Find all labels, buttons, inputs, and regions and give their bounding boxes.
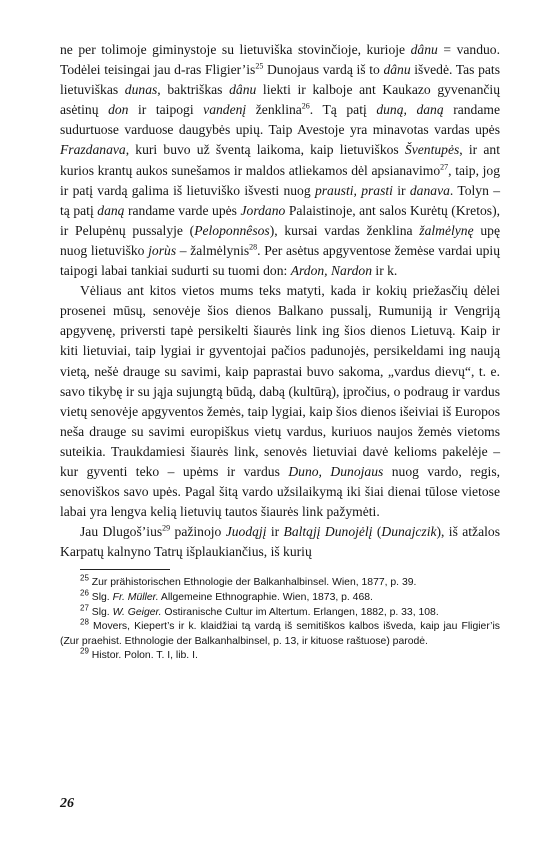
footnote	[60, 603, 500, 621]
paragraph: ne per tolimoje giminystoje su lietuviška stovinčioje, kurioje dânu = vanduo. Todėlei teisingai jau d-ras $Fligier’is^{25}$ Dunojaus vardą iš to dânu išvedė. Tas pats lietuviškas dunas, baktriškas dânu liekti ir kalboje ant Kaukazo gyvenančių asėtinų don ir taipogi vandenį ženklina$^{26}$. Tą patį duną, daną randame sudurtuose varduose daugybės upių. Taip Avestoje yra minavotas vardas upės Frazdanava, kuri buvo už šventą laikoma, kaip lietuviškos Šventupės, ir ant kurios krantų aukos sunešamos ir maldos atliekamos dėl apsianavimo$^{27}$, taip, jog ir patį vardą galima iš lietuviško išvesti nuog prausti, prasti ir danava. Tolyn – tą patį daną randame varde upės Jordano Palaistinoje, ant salos Kurėtų (Kretos), ir Pelupėnų pussalyje (Peloponnêsos), kursai vardas ženklina žalmėlynę upę nuog lietuviško jorùs – žalmėlynis$^{28}$. Per asėtus apgyventose žemėse vardai upių taipogi labai tankiai sudurti su tuomi don: Ardon, Nardon ir k.	[60, 42, 501, 279]
page-number: 26	[60, 796, 74, 811]
footnote-text: Movers, Kiepert’s ir k. klaidžiai tą vardą iš semitiškos kalbos išveda, kaip jau Fligier’is (Zur praehist. Ethnologie der Balkanhalbinsel, p. 13, ir kituose raštuose) parodė.	[60, 621, 500, 647]
footnote-text: Slg. W. Geiger. Ostiranische Cultur im Altertum. Erlangen, 1882, p. 33, 108.	[88, 606, 439, 618]
footnote-number: 26	[80, 588, 89, 598]
footnote	[60, 646, 500, 664]
footnote	[60, 617, 500, 649]
footnote-number: 25	[80, 573, 89, 583]
footnotes	[60, 573, 500, 664]
book-page	[60, 40, 500, 840]
footnote-separator	[80, 569, 170, 570]
footnote-text: Histor. Polon. T. I, lib. I.	[88, 650, 198, 662]
footnote	[60, 573, 500, 591]
footnote-number: 28	[80, 617, 89, 627]
footnote-number: 27	[80, 603, 89, 613]
body-text	[60, 40, 500, 562]
paragraph: Vėliaus ant kitos vietos mums teks matyti, kada ir kokių priežasčių dėlei prosenei mūsų, senovėje šios dienos Balkano pussalį, Rumuniją ir Vengriją apgyvenę, priversti tapė persikelti šiaurės link ing šios dienos Lietuvą. Kaip ir kiti lietuviai, taip lygiai ir gyventojai pačios padunojės, persikeldami ing naują vietą, nešė drauge su savimi, kaip paprastai buvo sakoma, „vardus dievų“, t. e. savo tikybę ir su jąja sujungtą būdą, dabą (kultūrą), įpročius, o podraug ir vardus vietų senovėje apgyventos žemės, taip lygiai, kaip šios dienos išeiviai iš Europos neša drauge su savimi europiškus vietų vardus, kuriuos naujos žemės vietoms suteikia. Traukdamiesi šiaurės link, senovės lietuviai davė kelioms pakelėje – kur gyventi teko – upėms ir vardus Duno, Dunojaus nuog vardo, regis, senoviškos savo upės. Pagal šitą vardo užsilaikymą iki šiai dienai tūlose vietose labai yra lengva kelią lietuvių tautos šiaurės link pažymėti.	[60, 283, 501, 520]
footnote-text: Slg. Fr. Müller. Allgemeine Ethnographie. Wien, 1873, p. 468.	[88, 592, 373, 604]
footnote-text: Zur prähistorischen Ethnologie der Balkanhalbinsel. Wien, 1877, p. 39.	[88, 577, 417, 589]
footnote-number: 29	[80, 646, 89, 656]
paragraph: Jau Dlugoš’ius$^{29}$ pažinojo Juodąjį ir Baltąjį Dunojėlį (Dunajczik), iš atžalos Karpatų kalnyno Tatrų išplaukiančius, iš kurių	[60, 523, 500, 560]
footnote	[60, 588, 500, 606]
